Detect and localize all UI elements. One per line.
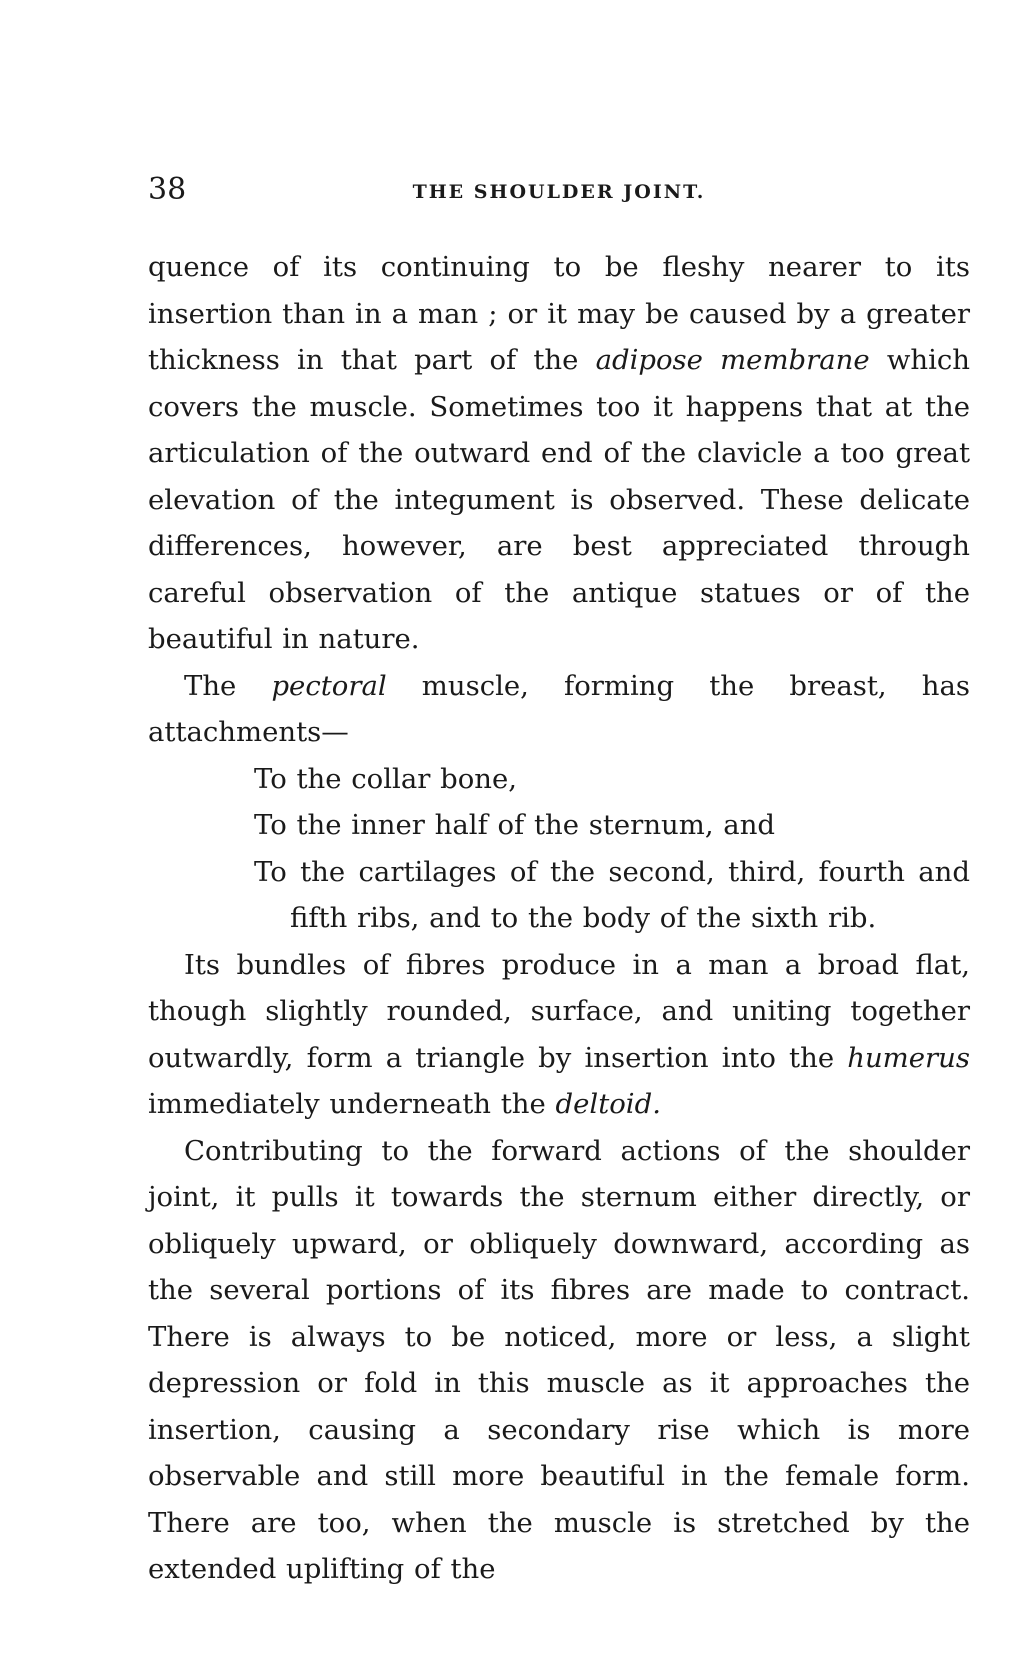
paragraph-actions: Contributing to the forward actions of the shoulder joint, it pulls it towards the sternum either directly, or obliquely upward, or obliquely downward, according as the several portions of its fibres are made to contract. There is always to be noticed, more or less, a slight depression or fold in this muscle as it approaches the insertion, causing a secondary rise which is more observable and still more beautiful in the female form. There are too, when the muscle is stretched by the extended uplifting of the: [148, 1134, 970, 1585]
paragraph-continuation: [148, 244, 970, 663]
paragraph-3-text-b: immediately underneath the: [148, 1088, 556, 1120]
paragraph-pectoral: [148, 663, 970, 756]
list-item: To the cartilages of the second, third, fourth and fifth ribs, and to the body of the sixth rib.: [254, 855, 970, 934]
paragraph-1-italic-term: adipose membrane: [595, 344, 870, 376]
paragraph-2-italic-term: pectoral: [271, 669, 387, 702]
running-head: [148, 170, 970, 210]
paragraph-fibres: [148, 942, 970, 1128]
paragraph-1-text-b: which covers the muscle. Sometimes too it happens that at the articulation of the outward end of the clavicle a too great elevation of the integument is observed. These delicate differences, however, are best appreciated through careful observation of the antique statues or of the beautiful in nature.: [148, 344, 970, 655]
paragraph-2-text-b: muscle, forming the breast, has attachments—: [148, 669, 971, 748]
paragraph-3-text-a: Its bundles of fibres produce in a man a broad flat, though slightly rounded, surface, and uniting together outwardly, form a triangle by insertion into the: [148, 948, 970, 1074]
list-item: To the collar bone,: [254, 762, 518, 795]
page-number: 38: [148, 172, 187, 207]
attachments-list: [148, 756, 970, 942]
paragraph-2-text-a: The: [184, 669, 272, 702]
paragraph-3-italic-term-1: humerus: [847, 1041, 970, 1074]
body-text: [148, 244, 970, 1593]
paragraph-3-italic-term-2: deltoid.: [555, 1088, 661, 1120]
running-title: THE SHOULDER JOINT.: [412, 181, 706, 203]
paragraph-1-text-a: quence of its continuing to be fleshy nearer to its insertion than in a man ; or it may be caused by a greater thickness in that part of the: [148, 251, 970, 376]
list-item: To the inner half of the sternum, and: [254, 809, 776, 841]
